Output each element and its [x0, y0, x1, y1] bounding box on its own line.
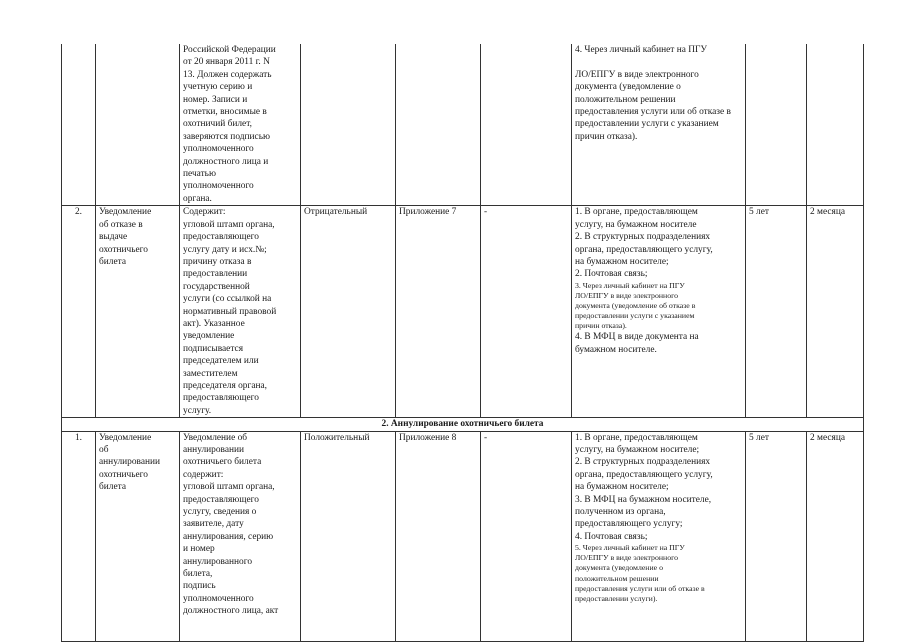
methods-text: 1. В органе, предоставляющем услугу, на бумажном носителе; 2. В структурных подразделениях органа, предоставляющего услугу, на бумажном носителе; 3. В МФЦ на бумажном носителе, полученном из органа, предоставляющего услугу; 4. Почтовая связь; [575, 432, 713, 542]
methods-electronic-text: 3. Через личный кабинет на ПГУ ЛО/ЕПГУ в виде электронного документа (уведомление об отказе в предоставлении услуги с указанием причин отказа). [575, 280, 696, 331]
storage-body-cell: 5 лет [746, 431, 807, 641]
sample-cell [481, 44, 572, 206]
form-cell [396, 44, 481, 206]
storage-body-cell [746, 44, 807, 206]
sample-cell: - [481, 431, 572, 641]
table-row [62, 44, 864, 206]
name-cell: Уведомление об отказе в выдаче охотничьего билета [96, 206, 180, 418]
results-table [61, 44, 864, 642]
num-cell: 1. [62, 431, 96, 641]
methods-cell [572, 431, 746, 641]
storage-mfc-cell [807, 44, 864, 206]
methods-mfc-text: 4. В МФЦ в виде документа на бумажном носителе. [575, 332, 699, 355]
type-cell: Положительный [301, 431, 396, 641]
form-cell: Приложение 7 [396, 206, 481, 418]
section-row [62, 418, 864, 431]
table-row [62, 206, 864, 418]
section-title: 2. Аннулирование охотничьего билета [62, 418, 864, 431]
storage-mfc-cell: 2 месяца [807, 431, 864, 641]
content-cell: Российской Федерации от 20 января 2011 г. N 13. Должен содержать учетную серию и номер. Записи и отметки, вносимые в охотничий билет, заверяются подписью уполномоченного должностного лица и печатью уполномоченного органа. [180, 44, 301, 206]
name-cell [96, 44, 180, 206]
methods-text: 1. В органе, предоставляющем услугу, на бумажном носителе 2. В структурных подразделениях органа, предоставляющего услугу, на бумажном носителе; 2. Почтовая связь; [575, 207, 713, 280]
form-cell: Приложение 8 [396, 431, 481, 641]
type-cell [301, 44, 396, 206]
name-cell: Уведомление об аннулировании охотничьего билета [96, 431, 180, 641]
methods-cell [572, 206, 746, 418]
methods-electronic-text: 5. Через личный кабинет на ПГУ ЛО/ЕПГУ в виде электронного документа (уведомление о положительном решении предоставления услуги или об отказе в предоставлении услуги). [575, 543, 705, 603]
type-cell: Отрицательный [301, 206, 396, 418]
sample-cell: - [481, 206, 572, 418]
table-row [62, 431, 864, 641]
content-cell: Уведомление об аннулировании охотничьего билета содержит: угловой штамп органа, предоставляющего услугу, сведения о заявителе, дату аннулирования, серию и номер аннулированного билета, подпись уполномоченного должностного лица, акт [180, 431, 301, 641]
num-cell: 2. [62, 206, 96, 418]
content-cell: Содержит: угловой штамп органа, предоставляющего услугу дату и исх.№; причину отказа в предоставлении государственной услуги (со ссылкой на нормативный правовой акт). Указанное уведомление подписывается председателем или заместителем председателя органа, предоставляющего услугу. [180, 206, 301, 418]
methods-cell: 4. Через личный кабинет на ПГУ ЛО/ЕПГУ в виде электронного документа (уведомление о положительном решении предоставления услуги или об отказе в предоставлении услуги с указанием причин отказа). [572, 44, 746, 206]
storage-body-cell: 5 лет [746, 206, 807, 418]
storage-mfc-cell: 2 месяца [807, 206, 864, 418]
num-cell [62, 44, 96, 206]
